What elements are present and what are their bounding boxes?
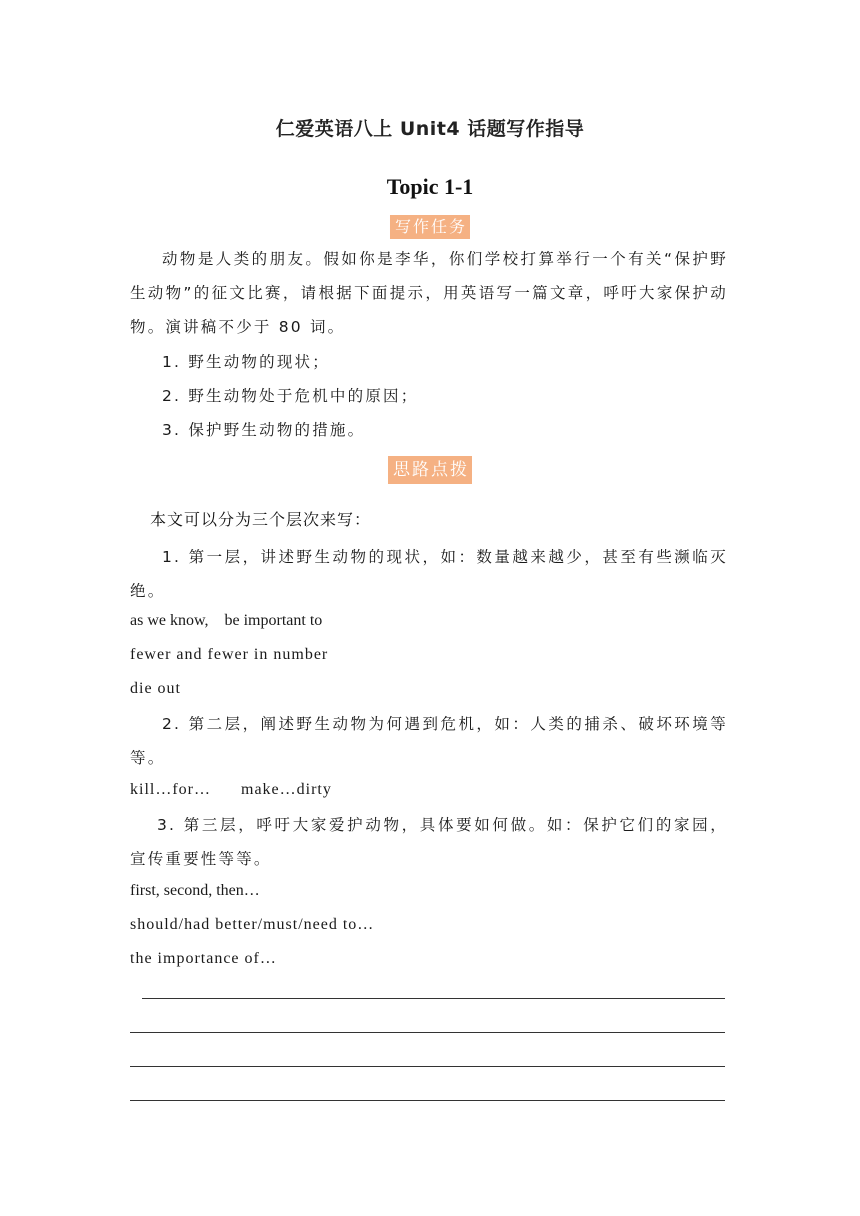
writing-task-tag: 写作任务 — [390, 215, 470, 239]
prompt-item-3: 3. 保护野生动物的措施。 — [162, 421, 366, 439]
layer-2-phrase-1: kill…for… make…dirty — [130, 781, 332, 798]
prompt-item-2: 2. 野生动物处于危机中的原因； — [162, 387, 419, 405]
prompt-item-1: 1. 野生动物的现状； — [162, 353, 330, 371]
layer-3-phrase-3: the importance of… — [130, 950, 277, 967]
task-paragraph: 动物是人类的朋友。假如你是李华，你们学校打算举行一个有关“保护野生动物”的征文比赛，请根据下面提示，用英语写一篇文章，呼吁大家保护动物。演讲稿不少于 80 词。 — [130, 250, 728, 336]
layer-2-paragraph: 2. 第二层，阐述野生动物为何遇到危机，如：人类的捕杀、破坏环境等等。 — [130, 715, 728, 767]
layer-1-paragraph: 1. 第一层，讲述野生动物的现状，如：数量越来越少，甚至有些濒临灭绝。 — [130, 548, 728, 600]
answer-line-3[interactable] — [130, 1066, 725, 1067]
topic-heading: Topic 1-1 — [386, 174, 474, 199]
answer-line-2[interactable] — [130, 1032, 725, 1033]
structure-subheading: 本文可以分为三个层次来写： — [150, 510, 372, 529]
layer-3-paragraph: 3. 第三层，呼吁大家爱护动物，具体要如何做。如：保护它们的家园，宣传重要性等等。 — [130, 816, 728, 868]
answer-line-1[interactable] — [142, 998, 725, 999]
layer-1-phrase-1: as we know, be important to — [130, 612, 323, 629]
layer-3-phrase-2: should/had better/must/need to… — [130, 916, 375, 933]
document-title: 仁爱英语八上 Unit4 话题写作指导 — [275, 118, 585, 140]
layer-1-phrase-2: fewer and fewer in number — [130, 646, 329, 663]
answer-line-4[interactable] — [130, 1100, 725, 1101]
layer-3-phrase-1: first, second, then… — [130, 882, 260, 899]
idea-guide-tag: 思路点拨 — [388, 456, 472, 484]
layer-1-phrase-3: die out — [130, 680, 181, 697]
